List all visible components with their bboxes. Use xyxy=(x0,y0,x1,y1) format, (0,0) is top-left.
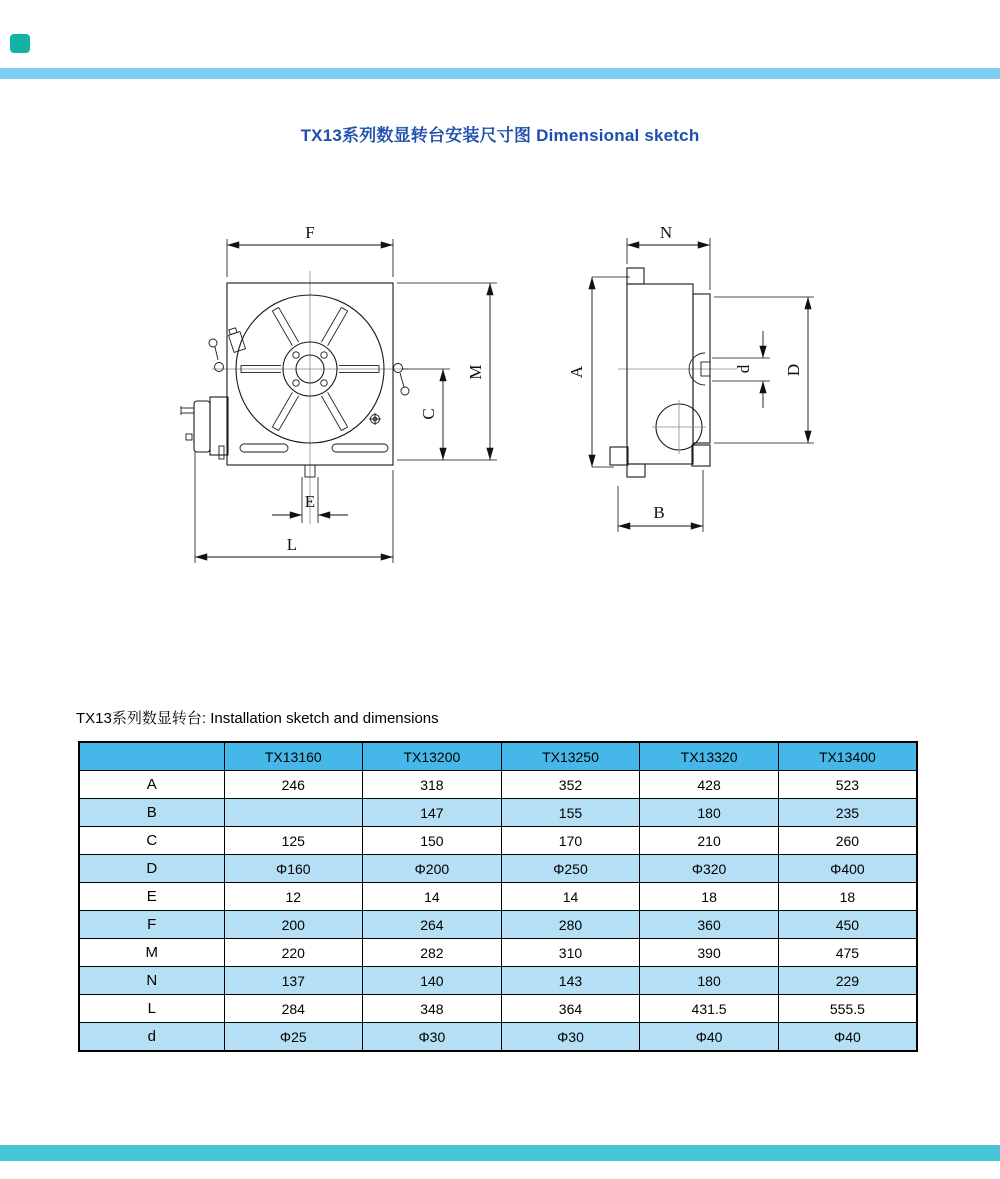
table-row xyxy=(79,995,917,1023)
corner-cell xyxy=(79,742,224,771)
table-cell: 155 xyxy=(501,799,640,827)
handwheel xyxy=(652,400,706,454)
side-view-drawing xyxy=(567,223,814,532)
column-header: TX13400 xyxy=(778,742,917,771)
dim-label-L: L xyxy=(286,535,298,554)
table-row xyxy=(79,911,917,939)
dim-label-d: d xyxy=(734,364,753,374)
table-cell: 260 xyxy=(778,827,917,855)
dimensions-table-body xyxy=(79,771,917,1052)
table-cell: 14 xyxy=(363,883,502,911)
table-cell: 284 xyxy=(224,995,363,1023)
row-label: N xyxy=(79,967,224,995)
dim-label-A: A xyxy=(567,365,586,379)
table-row xyxy=(79,799,917,827)
page-title: TX13系列数显转台安装尺寸图 Dimensional sketch xyxy=(300,126,700,145)
row-label: L xyxy=(79,995,224,1023)
table-cell: 364 xyxy=(501,995,640,1023)
table-cell: 180 xyxy=(640,967,779,995)
dim-label-C: C xyxy=(419,408,438,420)
table-cell: Φ30 xyxy=(501,1023,640,1052)
table-cell: 523 xyxy=(778,771,917,799)
row-label: A xyxy=(79,771,224,799)
table-cell: 18 xyxy=(778,883,917,911)
dim-label-B: B xyxy=(653,503,665,522)
table-cell: Φ40 xyxy=(778,1023,917,1052)
table-row xyxy=(79,883,917,911)
dim-label-E: E xyxy=(304,492,316,511)
table-cell: 431.5 xyxy=(640,995,779,1023)
table-cell: 200 xyxy=(224,911,363,939)
row-label: F xyxy=(79,911,224,939)
dim-label-F: F xyxy=(305,223,315,242)
row-label: d xyxy=(79,1023,224,1052)
table-cell: 264 xyxy=(363,911,502,939)
table-cell: 14 xyxy=(501,883,640,911)
table-cell: 390 xyxy=(640,939,779,967)
row-label: C xyxy=(79,827,224,855)
table-cell: Φ250 xyxy=(501,855,640,883)
table-cell: 210 xyxy=(640,827,779,855)
table-cell: 450 xyxy=(778,911,917,939)
table-row xyxy=(79,939,917,967)
table-cell: Φ320 xyxy=(640,855,779,883)
table-cell: Φ40 xyxy=(640,1023,779,1052)
column-header: TX13160 xyxy=(224,742,363,771)
table-cell: 220 xyxy=(224,939,363,967)
column-header: TX13200 xyxy=(363,742,502,771)
table-cell: 555.5 xyxy=(778,995,917,1023)
dim-label-M: M xyxy=(466,364,485,380)
table-cell: 282 xyxy=(363,939,502,967)
table-cell: Φ400 xyxy=(778,855,917,883)
row-label: B xyxy=(79,799,224,827)
table-cell: 280 xyxy=(501,911,640,939)
table-row xyxy=(79,771,917,799)
table-row xyxy=(79,855,917,883)
row-label: M xyxy=(79,939,224,967)
table-cell: 310 xyxy=(501,939,640,967)
table-cell: 475 xyxy=(778,939,917,967)
row-label: D xyxy=(79,855,224,883)
column-header: TX13250 xyxy=(501,742,640,771)
gearbox xyxy=(181,397,228,459)
table-cell: 348 xyxy=(363,995,502,1023)
table-cell: 137 xyxy=(224,967,363,995)
table-row xyxy=(79,967,917,995)
table-cell: 235 xyxy=(778,799,917,827)
table-cell: 360 xyxy=(640,911,779,939)
table-row xyxy=(79,827,917,855)
dim-label-D: D xyxy=(784,363,803,377)
table-cell: 18 xyxy=(640,883,779,911)
table-cell: 246 xyxy=(224,771,363,799)
left-clamp-lever xyxy=(209,339,224,372)
table-cell: 150 xyxy=(363,827,502,855)
dimensions-table xyxy=(78,741,918,1052)
front-view-drawing xyxy=(181,223,497,563)
table-cell: 143 xyxy=(501,967,640,995)
table-cell: 12 xyxy=(224,883,363,911)
table-cell: 170 xyxy=(501,827,640,855)
table-cell: Φ200 xyxy=(363,855,502,883)
dimensions-table-head xyxy=(79,742,917,771)
table-cell xyxy=(224,799,363,827)
table-cell: 147 xyxy=(363,799,502,827)
right-clamp-lever xyxy=(394,364,410,396)
table-cell: 125 xyxy=(224,827,363,855)
table-cell: Φ25 xyxy=(224,1023,363,1052)
table-cell: 428 xyxy=(640,771,779,799)
table-cell: 180 xyxy=(640,799,779,827)
row-label: E xyxy=(79,883,224,911)
table-cell: 140 xyxy=(363,967,502,995)
top-clamp-block xyxy=(227,327,246,353)
table-cell: Φ30 xyxy=(363,1023,502,1052)
dim-label-N: N xyxy=(659,223,673,242)
table-cell: 352 xyxy=(501,771,640,799)
table-cell: 318 xyxy=(363,771,502,799)
bottom-divider-bar xyxy=(0,1145,1000,1161)
table-cell: Φ160 xyxy=(224,855,363,883)
table-row xyxy=(79,1023,917,1052)
table-cell: 229 xyxy=(778,967,917,995)
face-bolt xyxy=(369,413,381,425)
table-caption: TX13系列数显转台: Installation sketch and dimensions xyxy=(76,710,439,727)
column-header: TX13320 xyxy=(640,742,779,771)
